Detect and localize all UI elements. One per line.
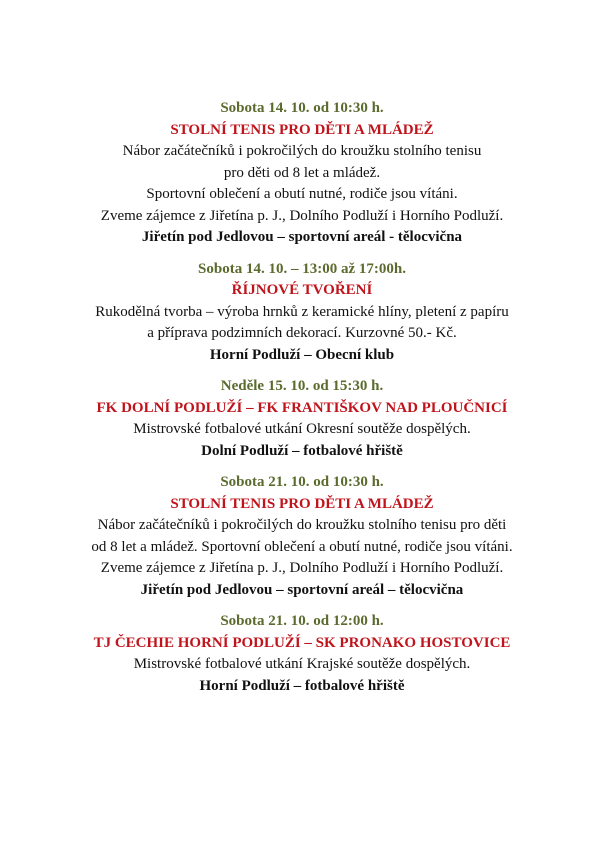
event-description-line: Zveme zájemce z Jiřetína p. J., Dolního Podluží i Horního Podluží. bbox=[100, 560, 504, 576]
event-place: Horní Podluží – fotbalové hřiště bbox=[199, 677, 405, 694]
event-title: STOLNÍ TENIS PRO DĚTI A MLÁDEŽ bbox=[170, 121, 434, 138]
event-description-line: Sportovní oblečení a obutí nutné, rodiče jsou vítáni. bbox=[146, 186, 458, 202]
event-title: STOLNÍ TENIS PRO DĚTI A MLÁDEŽ bbox=[170, 495, 434, 512]
event-listing bbox=[0, 98, 604, 697]
event-description-line: Mistrovské fotbalové utkání Krajské soutěže dospělých. bbox=[133, 656, 471, 672]
event-date: Sobota 14. 10. – 13:00 až 17:00h. bbox=[198, 260, 406, 277]
event-date: Sobota 14. 10. od 10:30 h. bbox=[220, 100, 384, 116]
event-description-line: a příprava podzimních dekorací. Kurzovné 50.- Kč. bbox=[147, 325, 457, 341]
event-place: Horní Podluží – Obecní klub bbox=[209, 346, 395, 363]
event-place: Jiřetín pod Jedlovou – sportovní areál – tělocvična bbox=[140, 581, 464, 598]
event-entry bbox=[0, 259, 604, 367]
event-description-line: Nábor začátečníků i pokročilých do kroužku stolního tenisu pro děti bbox=[97, 517, 507, 533]
event-date: Sobota 21. 10. od 10:30 h. bbox=[220, 474, 384, 490]
event-entry bbox=[0, 472, 604, 601]
event-place: Jiřetín pod Jedlovou – sportovní areál - tělocvična bbox=[141, 229, 463, 245]
event-date: Sobota 21. 10. od 12:00 h. bbox=[220, 613, 384, 629]
event-entry bbox=[0, 376, 604, 462]
event-description-line: Nábor začátečníků i pokročilých do kroužku stolního tenisu bbox=[122, 143, 482, 159]
event-description-line: Mistrovské fotbalové utkání Okresní soutěže dospělých. bbox=[133, 421, 471, 437]
event-entry bbox=[0, 98, 604, 249]
event-place: Dolní Podluží – fotbalové hřiště bbox=[201, 442, 403, 459]
event-title: FK DOLNÍ PODLUŽÍ – FK FRANTIŠKOV NAD PLOUČNICÍ bbox=[96, 399, 508, 416]
event-title: TJ ČECHIE HORNÍ PODLUŽÍ – SK PRONAKO HOSTOVICE bbox=[93, 634, 511, 651]
event-description-line: pro děti od 8 let a mládež. bbox=[223, 164, 381, 181]
event-date: Neděle 15. 10. od 15:30 h. bbox=[220, 378, 384, 394]
event-entry bbox=[0, 611, 604, 697]
event-description-line: od 8 let a mládež. Sportovní oblečení a obutí nutné, rodiče jsou vítáni. bbox=[91, 538, 513, 555]
event-title: ŘÍJNOVÉ TVOŘENÍ bbox=[231, 282, 373, 298]
event-description-line: Rukodělná tvorba – výroba hrnků z keramické hlíny, pletení z papíru bbox=[95, 303, 509, 320]
event-description-line: Zveme zájemce z Jiřetína p. J., Dolního Podluží i Horního Podluží. bbox=[100, 207, 504, 224]
